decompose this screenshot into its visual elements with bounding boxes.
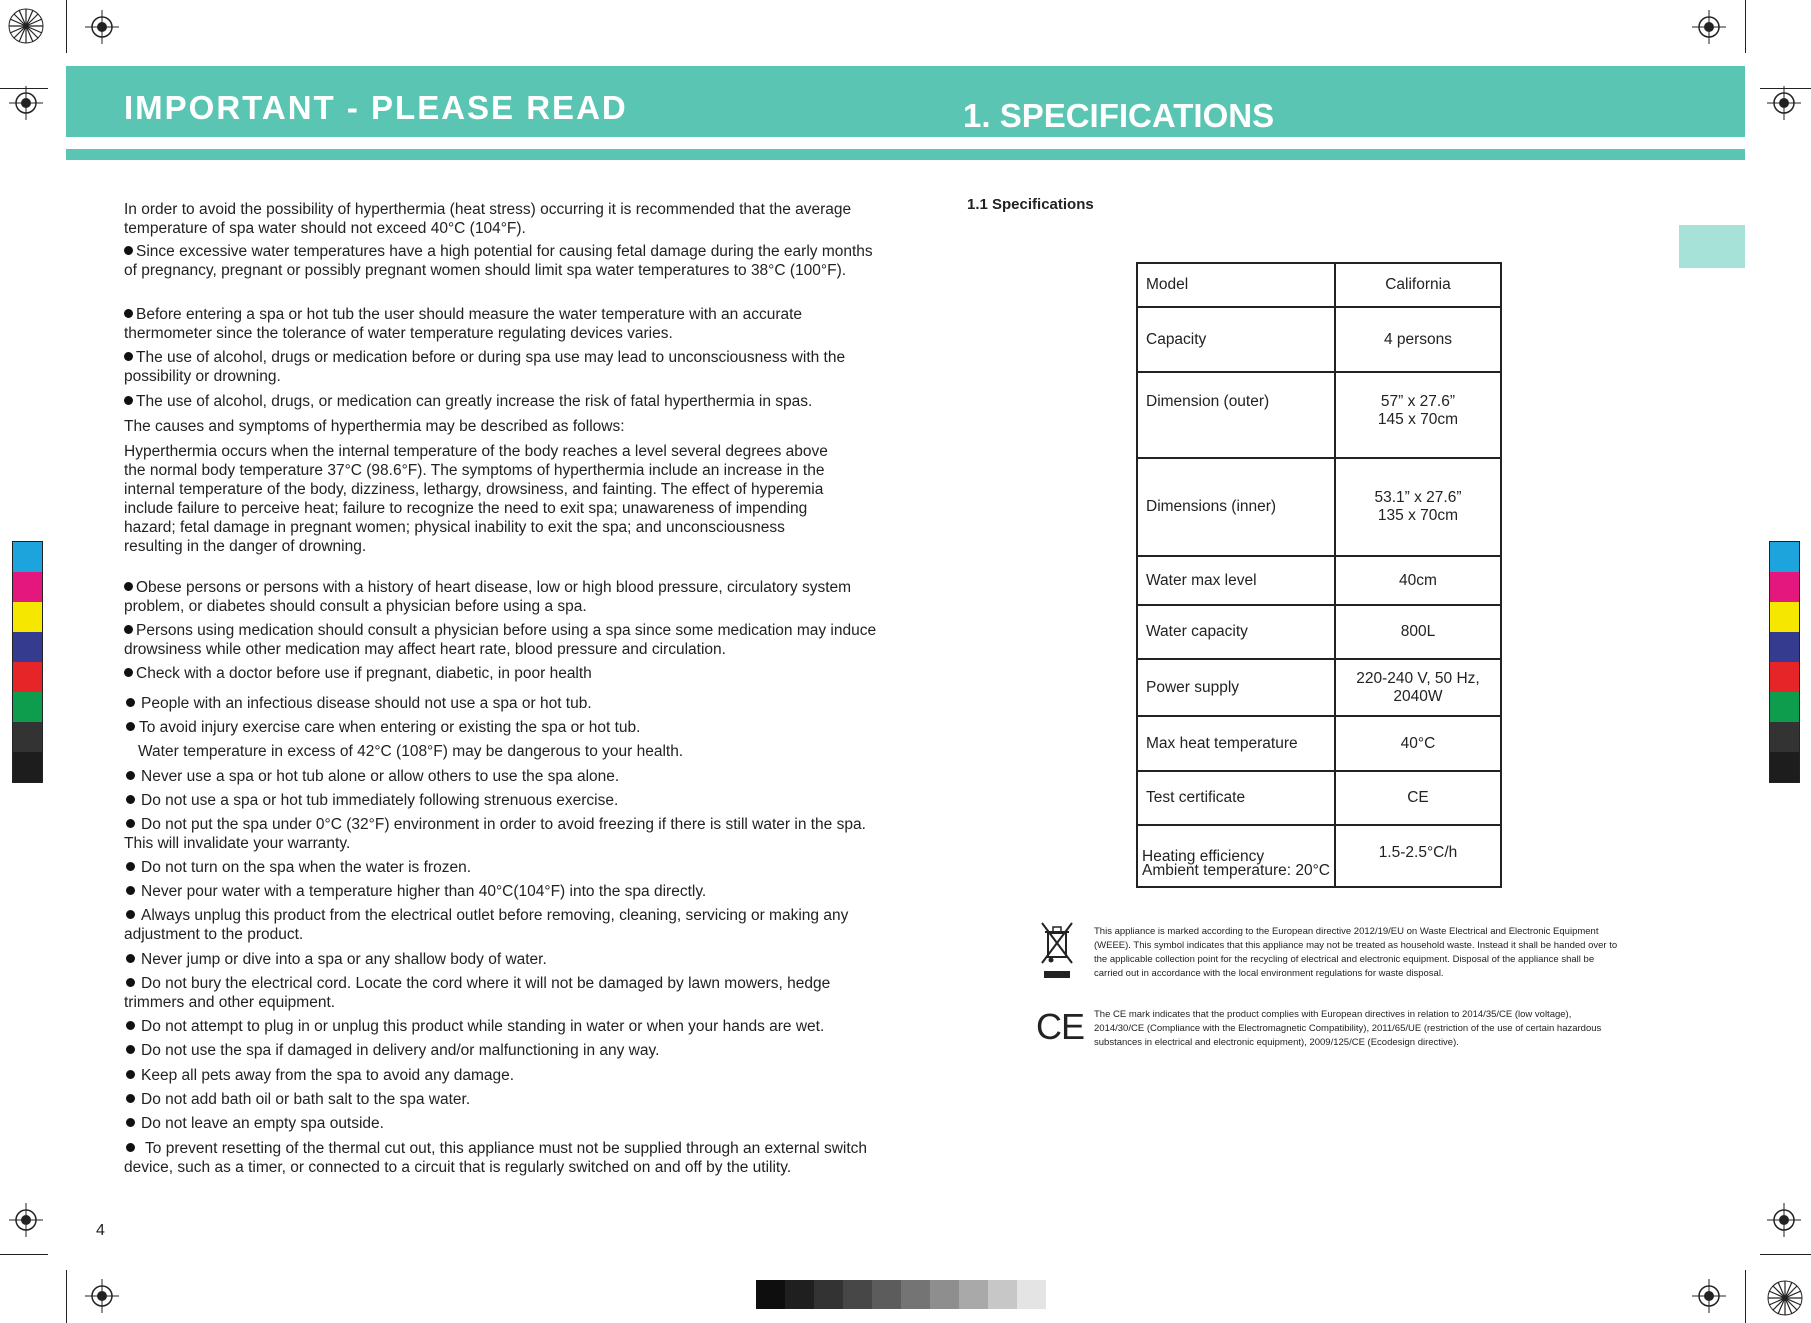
- section-tab: [1679, 225, 1745, 268]
- registration-crosshair-icon: [85, 1279, 119, 1313]
- weee-bin-icon: [1040, 921, 1074, 981]
- temperature-note: Water temperature in excess of 42°C (108°F) may be dangerous to your health.: [138, 743, 684, 760]
- bullet-icon: [126, 1070, 135, 1079]
- spec-label: Capacity: [1137, 307, 1335, 372]
- color-swatch: [1770, 542, 1799, 572]
- gray-swatch: [930, 1280, 959, 1309]
- table-row: [1137, 263, 1501, 307]
- color-swatch: [13, 662, 42, 692]
- bullet-icon: [124, 309, 133, 318]
- table-row: [1137, 825, 1501, 887]
- table-row: [1137, 771, 1501, 825]
- bullet-item: Do not bury the electrical cord. Locate the cord where it will not be damaged by lawn mowers, hedge trimmers and other equipment.: [124, 975, 831, 1011]
- color-swatch: [1770, 752, 1799, 782]
- table-row: [1137, 716, 1501, 771]
- spec-value: 220-240 V, 50 Hz, 2040W: [1335, 659, 1501, 716]
- spec-label: Max heat temperature: [1137, 716, 1335, 771]
- table-row: [1137, 605, 1501, 659]
- registration-crosshair-icon: [1692, 1279, 1726, 1313]
- bullet-item: Do not attempt to plug in or unplug this product while standing in water or when your hands are wet.: [124, 1017, 884, 1036]
- bullet-item: Do not leave an empty spa outside.: [124, 1114, 884, 1133]
- bullet-item: Persons using medication should consult a physician before using a spa since some medication may induce drowsiness while other medication may affect heart rate, blood pressure and circulation.: [124, 622, 877, 658]
- bullet-item: Never pour water with a temperature higher than 40°C(104°F) into the spa directly.: [124, 882, 884, 901]
- spec-value: 1.5-2.5°C/h: [1335, 825, 1501, 887]
- gray-swatch: [843, 1280, 872, 1309]
- table-row: [1137, 556, 1501, 605]
- bullet-icon: [126, 698, 135, 707]
- bullet-item: Do not add bath oil or bath salt to the spa water.: [124, 1090, 884, 1109]
- bullet-item: Keep all pets away from the spa to avoid any damage.: [124, 1066, 884, 1085]
- bullet-item: To avoid injury exercise care when entering or existing the spa or hot tub.: [124, 718, 884, 737]
- color-bar-left: [12, 541, 43, 783]
- bullet-icon: [126, 978, 135, 987]
- bullet-icon: [126, 862, 135, 871]
- bullet-icon: [126, 1118, 135, 1127]
- bullet-icon: [124, 625, 133, 634]
- bullet-icon: [126, 1045, 135, 1054]
- weee-note: This appliance is marked according to the European directive 2012/19/EU on Waste Electrical and Electronic Equipment (WEEE). This symbol indicates that this appliance may not be treated as household waste. Instead it shall be handed over to the applicable collection point for the recycling of electrical and electronic equipment. Disposal of the appliance shall be carried out in accordance with the local environment regulations for waste disposal.: [1094, 926, 1618, 979]
- color-swatch: [13, 602, 42, 632]
- bullet-item: To prevent resetting of the thermal cut out, this appliance must not be supplied through an external switch device, such as a timer, or connected to a circuit that is regularly switched on and off by the utility.: [124, 1140, 868, 1176]
- color-swatch: [1770, 602, 1799, 632]
- bullet-item: Obese persons or persons with a history of heart disease, low or high blood pressure, circulatory system problem, or diabetes should consult a physician before using a spa.: [124, 579, 852, 615]
- gray-swatch: [785, 1280, 814, 1309]
- table-row: [1137, 458, 1501, 556]
- causes-line: The causes and symptoms of hyperthermia may be described as follows:: [124, 418, 625, 435]
- table-row: [1137, 372, 1501, 458]
- gray-bar: [756, 1280, 1046, 1309]
- bullet-icon: [126, 1021, 135, 1030]
- spec-label: Power supply: [1137, 659, 1335, 716]
- registration-sunburst-icon: [1767, 1280, 1803, 1316]
- crop-line: [1745, 1270, 1746, 1323]
- gray-swatch: [1017, 1280, 1046, 1309]
- color-swatch: [13, 542, 42, 572]
- gray-swatch: [988, 1280, 1017, 1309]
- specifications-subtitle: 1.1 Specifications: [967, 196, 1094, 213]
- spec-label: Test certificate: [1137, 771, 1335, 825]
- spec-label: Water max level: [1137, 556, 1335, 605]
- gray-swatch: [756, 1280, 785, 1309]
- color-swatch: [13, 722, 42, 752]
- bullet-icon: [124, 246, 133, 255]
- spec-value: 53.1” x 27.6” 135 x 70cm: [1335, 458, 1501, 556]
- color-bar-right: [1769, 541, 1800, 783]
- ce-note: The CE mark indicates that the product complies with European directives in relation to 2014/35/CE (low voltage), 2014/30/CE (Compliance with the Electromagnetic Compatibility), 2011/65/UE (restriction of the use of certain hazardous substances in electrical and electronic equipment), 2009/125/CE (Ecodesign directive).: [1094, 1009, 1602, 1048]
- page-title-left: IMPORTANT - PLEASE READ: [124, 89, 628, 126]
- spec-label: Water capacity: [1137, 605, 1335, 659]
- crop-line: [66, 1270, 67, 1323]
- bullet-icon: [124, 582, 133, 591]
- color-swatch: [1770, 632, 1799, 662]
- bullet-icon: [126, 1143, 135, 1152]
- registration-crosshair-icon: [1767, 1203, 1801, 1237]
- gray-swatch: [872, 1280, 901, 1309]
- bullet-item: Do not use a spa or hot tub immediately following strenuous exercise.: [124, 791, 884, 810]
- table-row: [1137, 659, 1501, 716]
- table-row: [1137, 307, 1501, 372]
- spec-label: Dimensions (inner): [1137, 458, 1335, 556]
- registration-crosshair-icon: [1767, 86, 1801, 120]
- bullet-icon: [126, 886, 135, 895]
- spec-value: 800L: [1335, 605, 1501, 659]
- bullet-icon: [126, 954, 135, 963]
- spec-value: 4 persons: [1335, 307, 1501, 372]
- page-title-right: 1. SPECIFICATIONS: [963, 97, 1275, 134]
- bullet-icon: [126, 819, 135, 828]
- spec-label: Heating efficiency Ambient temperature: 20°C: [1137, 825, 1335, 887]
- color-swatch: [1770, 572, 1799, 602]
- color-swatch: [13, 632, 42, 662]
- registration-crosshair-icon: [85, 10, 119, 44]
- color-swatch: [1770, 722, 1799, 752]
- bullet-item: Before entering a spa or hot tub the user should measure the water temperature with an accurate thermometer since the tolerance of water temperature regulating devices varies.: [124, 306, 803, 342]
- ce-mark-icon: CE: [1036, 1006, 1085, 1047]
- spec-value: 40cm: [1335, 556, 1501, 605]
- bullet-icon: [126, 795, 135, 804]
- registration-crosshair-icon: [9, 1203, 43, 1237]
- page-number: 4: [96, 1222, 105, 1239]
- color-swatch: [1770, 692, 1799, 722]
- bullet-icon: [126, 771, 135, 780]
- bullet-icon: [124, 668, 133, 677]
- bullet-icon: [126, 722, 135, 731]
- bullet-item: Do not put the spa under 0°C (32°F) environment in order to avoid freezing if there is still water in the spa. This will invalidate your warranty.: [124, 816, 866, 852]
- crop-line: [66, 0, 67, 53]
- color-swatch: [1770, 662, 1799, 692]
- bullet-item: Since excessive water temperatures have a high potential for causing fetal damage during the early months of pregnancy, pregnant or possibly pregnant women should limit spa water temperatures to 38°C (100°F).: [124, 243, 873, 279]
- color-swatch: [13, 572, 42, 602]
- bullet-item: People with an infectious disease should not use a spa or hot tub.: [124, 694, 884, 713]
- hyperthermia-paragraph: Hyperthermia occurs when the internal temperature of the body reaches a level several degrees above the normal body temperature 37°C (98.6°F). The symptoms of hyperthermia include an increase in the internal temperature of the body, dizziness, lethargy, drowsiness, and fainting. The effect of hyperemia include failure to perceive heat; failure to recognize the need to exit spa; unawareness of impending hazard; fetal damage in pregnant women; physical inability to exit the spa; and unconsciousness resulting in the danger of drowning.: [124, 443, 828, 555]
- spec-value: California: [1335, 263, 1501, 307]
- gray-swatch: [901, 1280, 930, 1309]
- bullet-icon: [126, 1094, 135, 1103]
- spec-value: 40°C: [1335, 716, 1501, 771]
- gray-swatch: [814, 1280, 843, 1309]
- bullet-item: Never jump or dive into a spa or any shallow body of water.: [124, 950, 884, 969]
- bullet-item: Never use a spa or hot tub alone or allow others to use the spa alone.: [124, 767, 884, 786]
- spec-label: Dimension (outer): [1137, 372, 1335, 458]
- bullet-icon: [126, 910, 135, 919]
- spec-value: CE: [1335, 771, 1501, 825]
- crop-line: [1745, 0, 1746, 53]
- bullet-item: Check with a doctor before use if pregnant, diabetic, in poor health: [124, 664, 884, 683]
- color-swatch: [13, 752, 42, 782]
- crop-line: [0, 1254, 48, 1255]
- intro-paragraph: In order to avoid the possibility of hyperthermia (heat stress) occurring it is recommended that the average temperature of spa water should not exceed 40°C (104°F).: [124, 201, 852, 237]
- bullet-icon: [124, 352, 133, 361]
- gray-swatch: [959, 1280, 988, 1309]
- crop-line: [1760, 1254, 1811, 1255]
- registration-sunburst-icon: [8, 8, 44, 44]
- specifications-table: [1136, 262, 1502, 888]
- spec-label: Model: [1137, 263, 1335, 307]
- registration-crosshair-icon: [1692, 10, 1726, 44]
- bullet-item: The use of alcohol, drugs or medication before or during spa use may lead to unconsciousness with the possibility or drowning.: [124, 349, 846, 385]
- bullet-item: Do not use the spa if damaged in delivery and/or malfunctioning in any way.: [124, 1041, 884, 1060]
- color-swatch: [13, 692, 42, 722]
- bullet-item: Always unplug this product from the electrical outlet before removing, cleaning, servicing or making any adjustment to the product.: [124, 907, 849, 943]
- bullet-item: Do not turn on the spa when the water is frozen.: [124, 858, 884, 877]
- bullet-item: The use of alcohol, drugs, or medication can greatly increase the risk of fatal hyperthermia in spas.: [124, 392, 884, 411]
- header-underline: [66, 149, 1745, 160]
- registration-crosshair-icon: [9, 86, 43, 120]
- bullet-icon: [124, 396, 133, 405]
- spec-value: 57” x 27.6” 145 x 70cm: [1335, 372, 1501, 458]
